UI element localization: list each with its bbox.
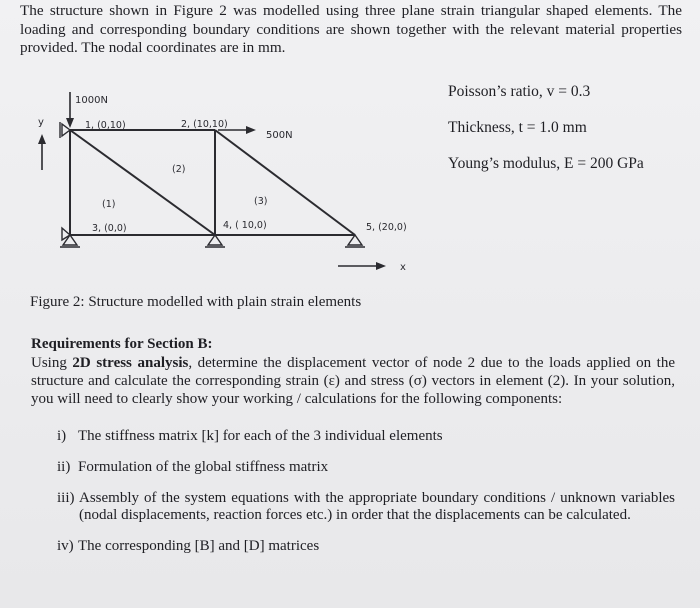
requirements-body-pre: Using — [31, 355, 73, 371]
thickness: Thickness, t = 1.0 mm — [448, 119, 587, 136]
requirements-body-bold-2d: 2D — [72, 355, 91, 371]
requirements-title: Requirements for Section B: — [31, 336, 213, 352]
requirements-body-bold-stress: stress analysis — [96, 355, 189, 371]
structure-members — [70, 130, 355, 235]
node-5-label: 5, (20,0) — [366, 222, 407, 233]
youngs-modulus: Young’s modulus, E = 200 GPa — [448, 155, 644, 172]
intro-paragraph: The structure shown in Figure 2 was modelled using three plane strain triangular shaped elements. The loading and corresponding boundary conditions are shown together with the relevant material properties provided. The nodal coordinates are in mm. — [20, 2, 682, 56]
list-item-text: Formulation of the global stiffness matrix — [78, 459, 329, 475]
y-axis-label: y — [38, 117, 44, 128]
load-1000n-arrow — [66, 92, 74, 128]
pin-support-node4 — [208, 235, 222, 245]
node-2-label: 2, (10,10) — [181, 119, 228, 130]
list-item-text: The corresponding [B] and [D] matrices — [78, 538, 320, 554]
x-axis-arrow — [338, 262, 386, 270]
list-item — [57, 459, 675, 476]
load-500n-label: 500N — [266, 130, 293, 141]
list-item — [57, 428, 675, 445]
requirements-body-post: , determine the displacement vector of node 2 due to the loads applied on the structure and calculate the corresponding strain (ε) and stress (σ) vectors in element (2). In your solution, you will need to clearly show your working / calculations for the following components: — [31, 355, 675, 407]
y-axis-arrow — [38, 134, 46, 170]
list-item — [57, 538, 675, 555]
element-3-label: (3) — [254, 196, 268, 207]
member-1-4 — [70, 130, 215, 235]
structure-figure — [0, 80, 440, 280]
element-1-label: (1) — [102, 199, 116, 210]
list-item-text: Assembly of the system equations with the appropriate boundary conditions / unknown variables (nodal displacements, reaction forces etc.) in order that the displacements can be calculated. — [79, 490, 675, 523]
x-axis-label: x — [400, 262, 406, 273]
node-4-label: 4, ( 10,0) — [223, 220, 267, 231]
list-item-number: ii) — [57, 459, 71, 475]
node-1-label: 1, (0,10) — [85, 120, 126, 131]
element-2-label: (2) — [172, 164, 186, 175]
list-item-number: i) — [57, 428, 67, 444]
requirements-body — [31, 354, 675, 408]
pin-support-node5 — [348, 235, 362, 245]
list-item-number: iii) — [57, 490, 75, 506]
roller-support-node3 — [62, 228, 70, 240]
figure-caption: Figure 2: Structure modelled with plain strain elements — [30, 294, 362, 310]
list-item-number: iv) — [57, 538, 74, 554]
material-properties — [448, 83, 688, 191]
list-item-text: The stiffness matrix [k] for each of the 3 individual elements — [78, 428, 443, 444]
requirements-list — [57, 428, 675, 569]
list-item — [57, 490, 675, 524]
load-1000n-label: 1000N — [75, 95, 108, 106]
pin-support-node3 — [63, 235, 77, 245]
node-3-label: 3, (0,0) — [92, 223, 127, 234]
roller-support-node1 — [62, 124, 70, 136]
poisson-ratio: Poisson’s ratio, v = 0.3 — [448, 83, 591, 100]
